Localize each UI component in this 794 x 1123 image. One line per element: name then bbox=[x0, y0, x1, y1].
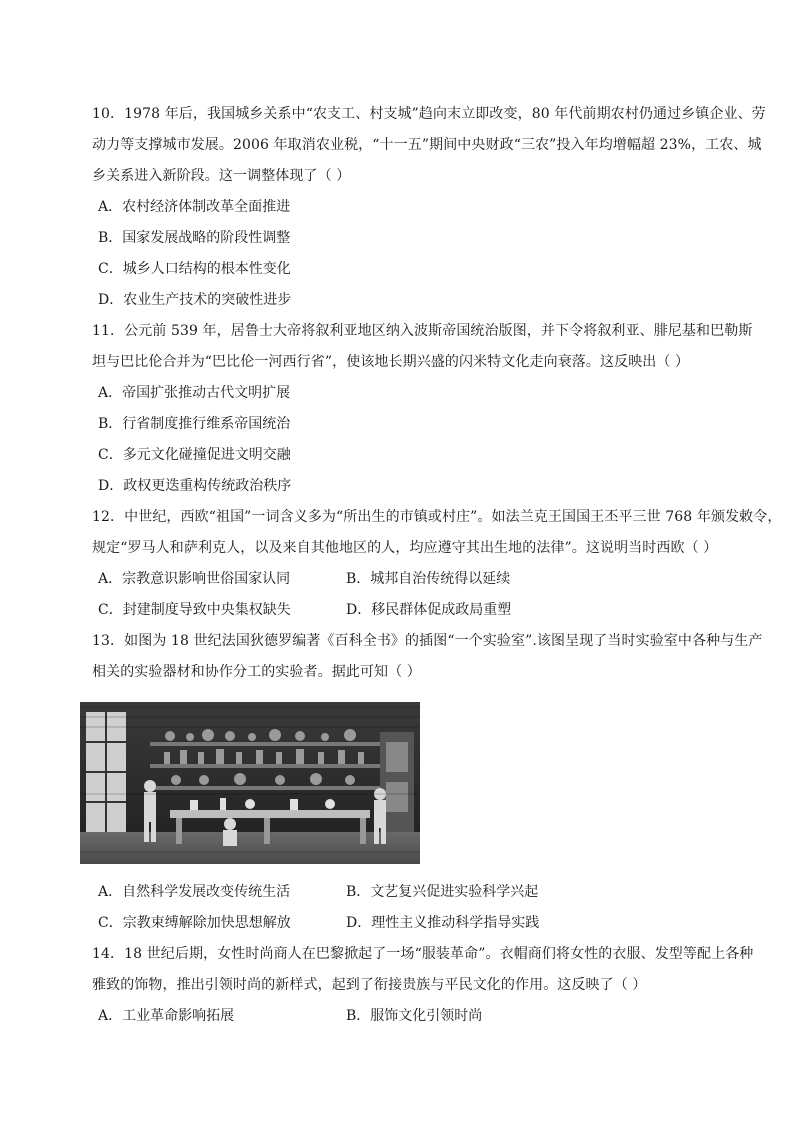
q10-stem-line-1: 10．1978 年后，我国城乡关系中“农支工、村支城”趋向末立即改变，80 年代前期农村仍通过乡镇企业、劳 bbox=[92, 106, 766, 122]
q10-option-c[interactable]: C．城乡人口结构的根本性变化 bbox=[98, 261, 291, 277]
q13-option-b[interactable]: B．文艺复兴促进实验科学兴起 bbox=[346, 884, 539, 900]
laboratory-engraving-figure bbox=[80, 702, 420, 864]
q13-option-c[interactable]: C．宗教束缚解除加快思想解放 bbox=[98, 915, 291, 931]
q12-stem-line-2: 规定“罗马人和萨利克人，以及来自其他地区的人，均应遵守其出生地的法律”。这说明当时西欧（ ） bbox=[92, 540, 718, 556]
q14-stem-line-2: 雅致的饰物，推出引领时尚的新样式，起到了衔接贵族与平民文化的作用。这反映了（ ） bbox=[92, 977, 647, 993]
q13-stem-line-1: 13．如图为 18 世纪法国狄德罗编著《百科全书》的插图“一个实验室”.该图呈现了当时实验室中各种与生产 bbox=[92, 633, 763, 649]
q11-stem-line-1: 11．公元前 539 年，居鲁士大帝将叙利亚地区纳入波斯帝国统治版图，并下令将叙利亚、腓尼基和巴勒斯 bbox=[92, 323, 753, 339]
q10-option-b[interactable]: B．国家发展战略的阶段性调整 bbox=[98, 230, 291, 246]
q14-stem-line-1: 14．18 世纪后期，女性时尚商人在巴黎掀起了一场“服装革命”。衣帽商们将女性的衣服、发型等配上各种 bbox=[92, 946, 754, 962]
q11-option-c[interactable]: C．多元文化碰撞促进文明交融 bbox=[98, 447, 291, 463]
q11-option-d[interactable]: D．政权更迭重构传统政治秩序 bbox=[98, 478, 292, 494]
q14-option-b[interactable]: B．服饰文化引领时尚 bbox=[346, 1008, 483, 1024]
q13-stem-line-2: 相关的实验器材和协作分工的实验者。据此可知（ ） bbox=[92, 664, 421, 680]
q12-option-c[interactable]: C．封建制度导致中央集权缺失 bbox=[98, 602, 291, 618]
q12-stem-line-1: 12．中世纪，西欧“祖国”一词含义多为“所出生的市镇或村庄”。如法兰克王国国王丕平三世 768 年颁发敕令， bbox=[92, 509, 782, 525]
q10-stem-line-3: 乡关系进入新阶段。这一调整体现了（ ） bbox=[92, 168, 351, 184]
q11-stem-line-2: 坦与巴比伦合并为“巴比伦一河西行省”，使该地长期兴盛的闪米特文化走向衰落。这反映出（ ） bbox=[92, 354, 690, 370]
q13-option-d[interactable]: D．理性主义推动科学指导实践 bbox=[346, 915, 540, 931]
q10-stem-line-2: 动力等支撑城市发展。2006 年取消农业税，“十一五”期间中央财政“三农”投入年均增幅超 23%，工农、城 bbox=[92, 137, 762, 153]
laboratory-engraving-illustration bbox=[80, 702, 420, 864]
q11-option-a[interactable]: A．帝国扩张推动古代文明扩展 bbox=[98, 385, 291, 401]
q12-option-b[interactable]: B．城邦自治传统得以延续 bbox=[346, 571, 511, 587]
q13-option-a[interactable]: A．自然科学发展改变传统生活 bbox=[98, 884, 291, 900]
q11-option-b[interactable]: B．行省制度推行维系帝国统治 bbox=[98, 416, 291, 432]
q10-option-a[interactable]: A．农村经济体制改革全面推进 bbox=[98, 199, 291, 215]
q10-option-d[interactable]: D．农业生产技术的突破性进步 bbox=[98, 292, 292, 308]
q12-option-a[interactable]: A．宗教意识影响世俗国家认同 bbox=[98, 571, 291, 587]
q12-option-d[interactable]: D．移民群体促成政局重塑 bbox=[346, 602, 512, 618]
q14-option-a[interactable]: A．工业革命影响拓展 bbox=[98, 1008, 235, 1024]
